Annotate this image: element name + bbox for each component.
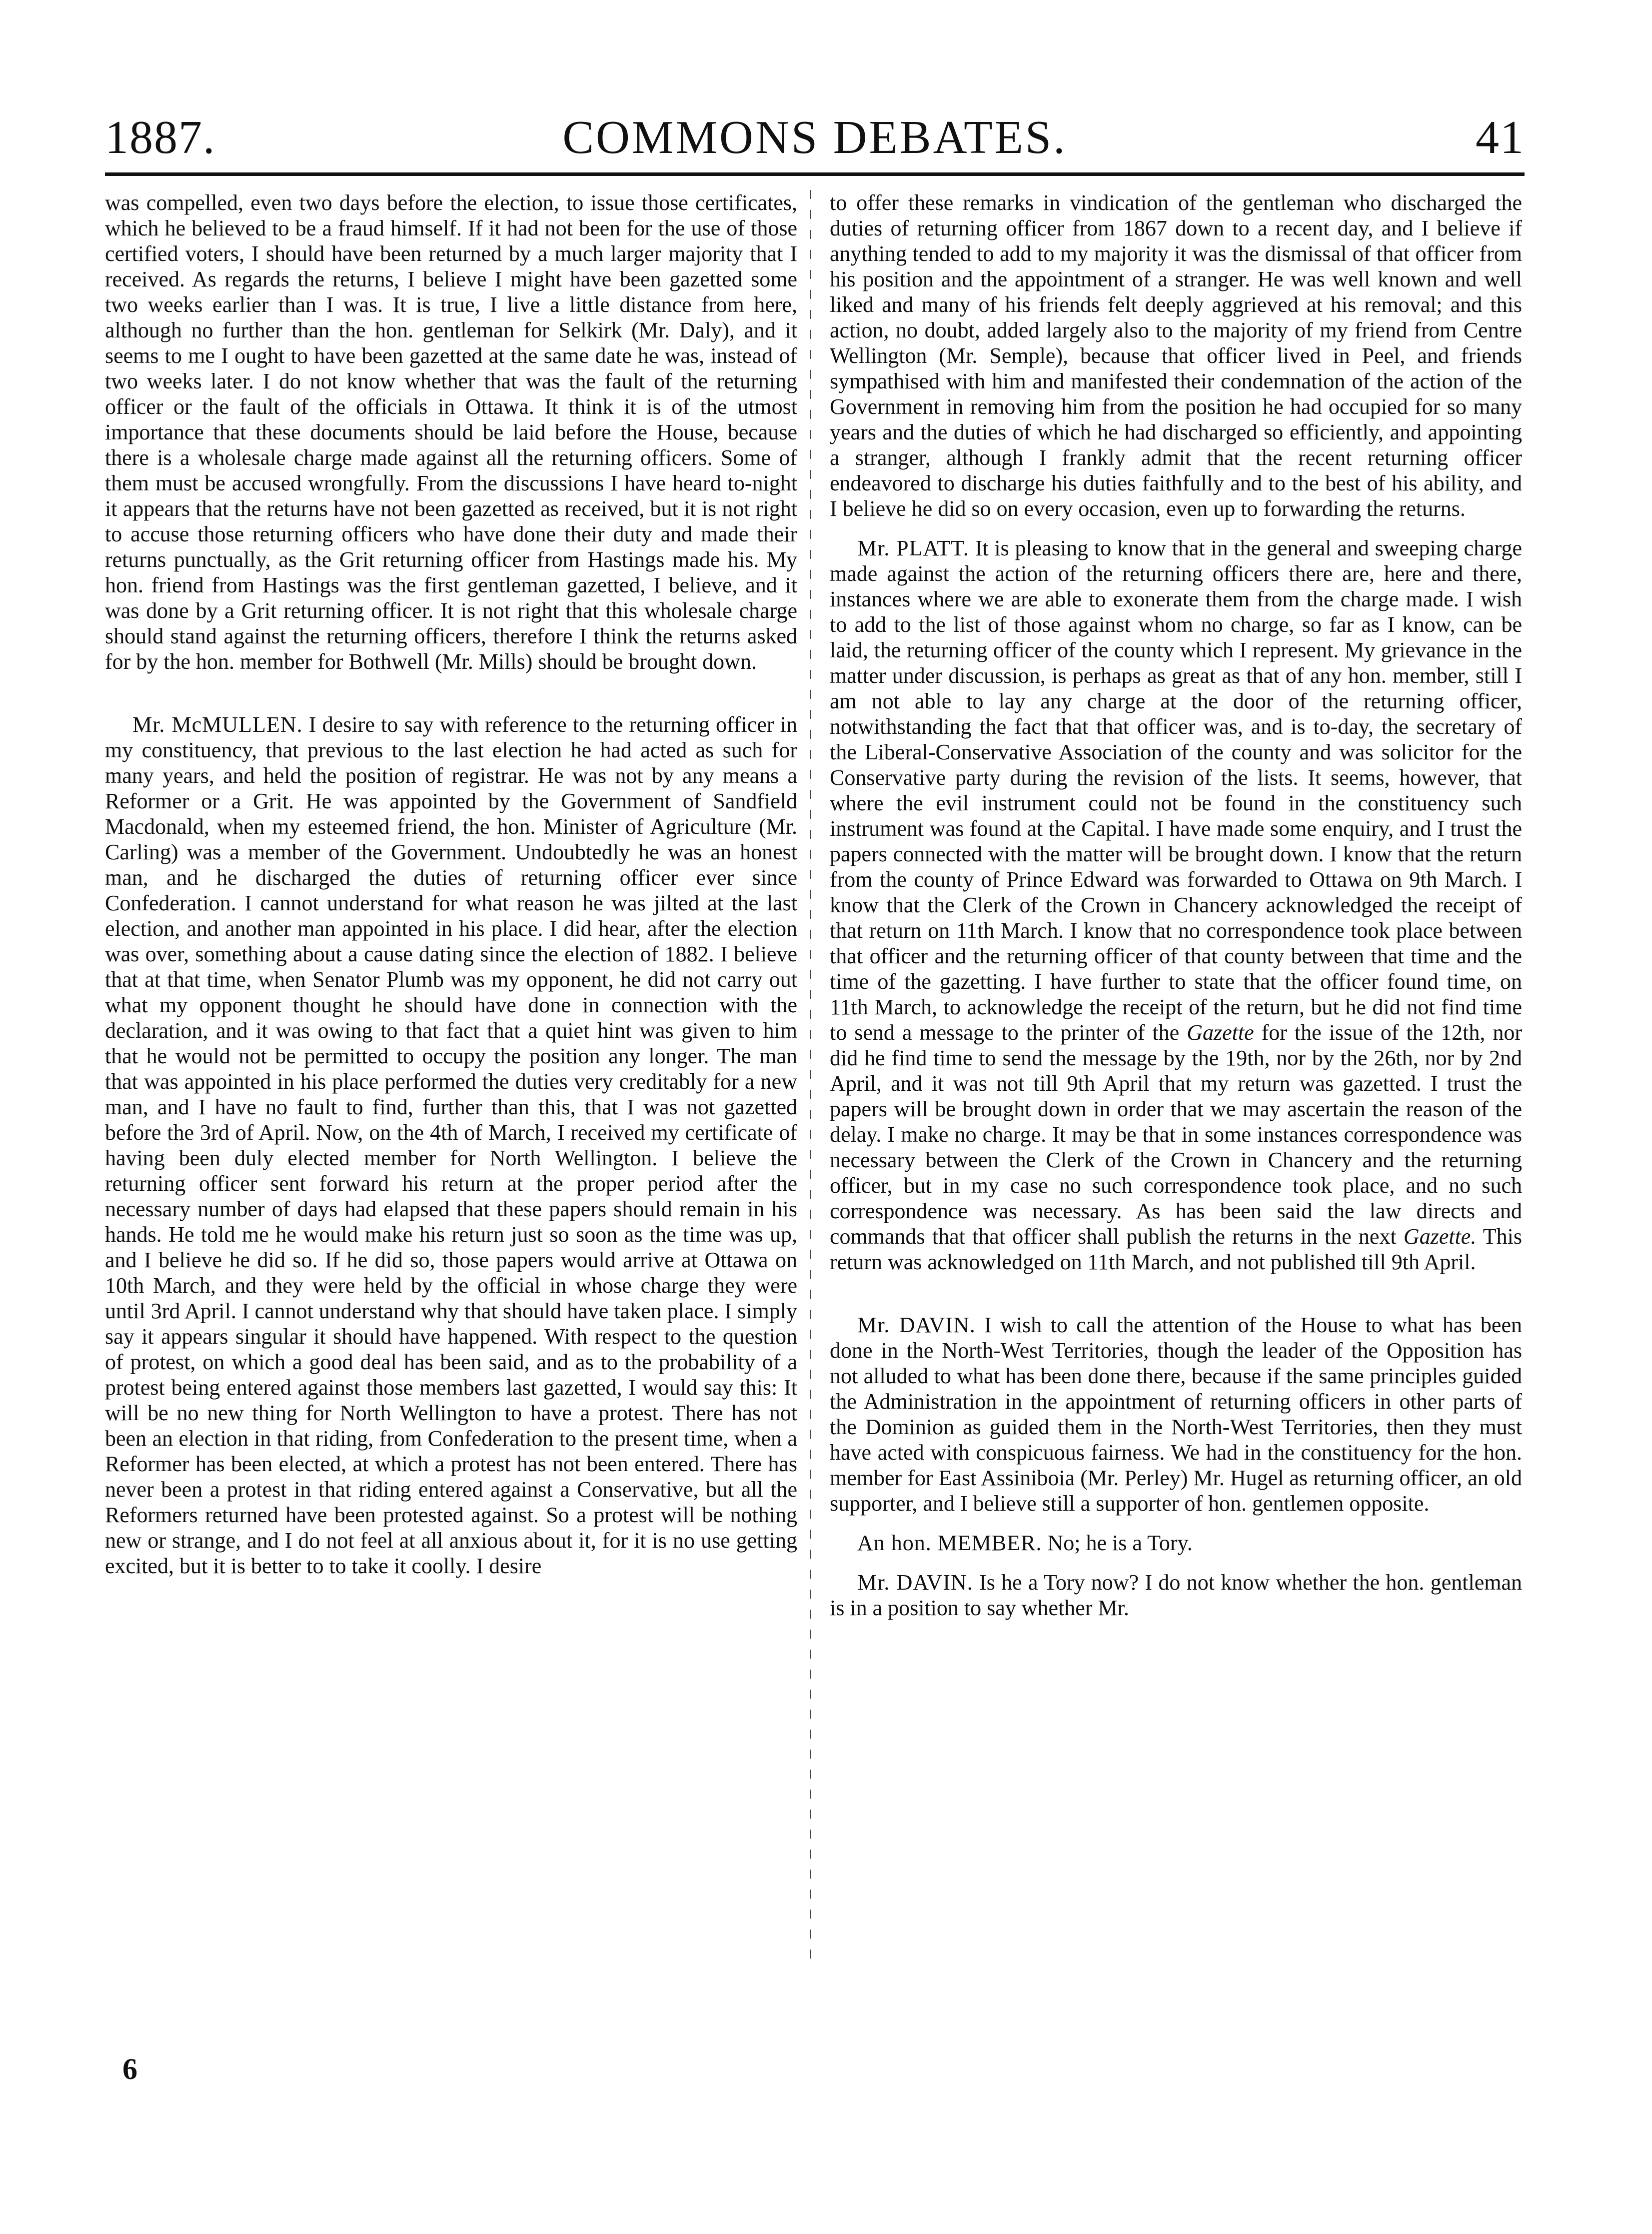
left-paragraph-2 [105,712,797,1579]
column-divider [810,190,811,1970]
right-column [830,190,1522,1621]
right-paragraph-2-cont: for the issue of the 12th, nor did he find time to send the message by the 19th, nor by the 26th, nor by 2nd April, and it was not till 9th April that my return was gazetted. I trust the papers will be brought down in order that we may ascertain the reason of the delay. I make no charge. It may be that in some instances correspondence was necessary between the Clerk of the Crown in Chancery and the returning officer, but in my case no such correspondence took place, and no such correspondence was necessary. As has been said the law directs and commands that that officer shall publish the returns in the next [830,1020,1523,1249]
speaker-davin-2: Mr. DAVIN. [857,1570,973,1595]
speaker-davin: Mr. DAVIN. [857,1313,976,1337]
signature-mark: 6 [122,2053,137,2086]
right-paragraph-3-text: I wish to call the attention of the House to what has been done in the North-West Territories, though the leader of the Opposition has not alluded to what has been done there, because if the same principles guided the Administration in the appointment of returning officers in other parts of the Dominion as guided them in the North-West Territories, then they must have acted with conspicuous fairness. We had in the constituency for the hon. member for East Assiniboia (Mr. Perley) Mr. Hugel as returning officer, an old supporter, and I believe still a supporter of hon. gentlemen opposite. [830,1313,1522,1516]
right-paragraph-2-end: This return was acknowledged on 11th March, and not published till 9th April. [830,1224,1522,1274]
page-header [105,107,1525,182]
left-paragraph-2-text: I desire to say with reference to the returning officer in my constituency, that previous to the last election he had acted as such for many years, and held the position of registrar. He was not by any means a Reformer or a Grit. He was appointed by the Government of Sandfield Macdonald, when my esteemed friend, the hon. Minister of Agriculture (Mr. Carling) was a member of the Government. Undoubtedly he was an honest man, and he discharged the duties of returning officer ever since Confederation. I cannot understand for what reason he was jilted at the last election, and another man appointed in his place. I did hear, after the election was over, something about a cause dating since the election of 1882. I believe that at that time, when Senator Plumb was my opponent, he did not carry out what my opponent thought he should have done in connection with the declaration, and it was owing to that fact that a quiet hint was given to him that he would not be permitted to occupy the position any longer. The man that was appointed in his place performed the duties very creditably for a new man, and I have no fault to find, further than this, that I was not gazetted before the 3rd of April. Now, on the 4th of March, I received my certificate of having been duly elected member for North Wellington. I believe the returning officer sent forward his return at the proper period after the necessary number of days had elapsed that these papers should remain in his hands. He told me he would make his return just so soon as the time was up, and I believe he did so. If he did so, those papers would arrive at Ottawa on 10th March, and they were held by the official in whose charge they were until 3rd April. I cannot understand why that should have taken place. I simply say it appears singular it should have happened. With respect to the question of protest, on which a good deal has been said, and as to the probability of a protest being entered against those members last gazetted, I would say this: It will be no new thing for North Wellington to have a protest. There has not been an election in that riding, from Confederation to the present time, when a Reformer has been elected, at which a protest has not been entered. There has never been a protest in that riding entered against a Conservative, but all the Reformers returned have been protested against. So a protest will be nothing new or strange, and I do not feel at all anxious about it, for it is no use getting excited, but it is better to to take it coolly. I desire [105,712,797,1578]
right-paragraph-2-text: It is pleasing to know that in the general and sweeping charge made against the action of the returning officers there are, here and there, instances where we are able to exonerate them from the charge made. I wish to add to the list of those against whom no charge, so far as I know, can be laid, the returning officer of the county which I represent. My grievance in the matter under discussion, is perhaps as great as that of any hon. member, still I am not able to lay any charge at the door of the returning officer, notwithstanding the fact that that officer was, and is to-day, the secretary of the Liberal-Conservative Association of the county and was solicitor for the Conservative party during the revision of the lists. It seems, however, that where the evil instrument could not be found in the constituency such instrument was found at the Capital. I have made some enquiry, and I trust the papers connected with the matter will be brought down. I know that the return from the county of Prince Edward was forwarded to Ottawa on 9th March. I know that the Clerk of the Crown in Chancery acknowledged the receipt of that return on 11th March. I know that no correspondence took place between that officer and the returning officer of that county between that time and the time of the gazetting. I have further to state that the officer found time, on 11th March, to acknowledge the receipt of the return, but he did not find time to send a message to the printer of the [830,536,1522,1045]
right-paragraph-5-text: Is he a Tory now? I do not know whether the hon. gentleman is in a position to say whether Mr. [830,1570,1522,1620]
gazette-italic-2: Gazette. [1403,1224,1477,1249]
speaker-mcmullen: Mr. McMULLEN. [132,712,303,737]
right-paragraph-2 [830,535,1522,1275]
left-column [105,190,797,1579]
header-rule [105,172,1525,176]
right-paragraph-3 [830,1312,1522,1516]
right-paragraph-1: to offer these remarks in vindication of the gentleman who discharged the duties of returning officer from 1867 down to a recent day, and I believe if anything tended to add to my majority it was the dismissal of that officer from his position and the appointment of a stranger. He was well known and well liked and many of his friends felt deeply aggrieved at his removal; and this action, no doubt, added largely also to the majority of my friend from Centre Wellington (Mr. Semple), because that officer lived in Peel, and friends sympathised with him and manifested their condemnation of the action of the Government in removing him from the position he had occupied for so many years and the duties of which he had discharged so efficiently, and appointing a stranger, although I frankly admit that the recent returning officer endeavored to discharge his duties faithfully and to the best of his ability, and I believe he did so on every occasion, even up to forwarding the returns. [830,190,1522,521]
right-paragraph-5 [830,1570,1522,1621]
gazette-italic-1: Gazette [1187,1020,1254,1045]
header-year: 1887. [105,111,216,163]
right-paragraph-4 [830,1530,1522,1556]
right-paragraph-4-text: No; he is a Tory. [1047,1531,1193,1555]
speaker-hon-member: An hon. MEMBER. [857,1531,1042,1555]
left-paragraph-1: was compelled, even two days before the election, to issue those certificates, which he believed to be a fraud himself. If it had not been for the use of those certified voters, I should have been returned by a much larger majority that I received. As regards the returns, I believe I might have been gazetted some two weeks earlier than I was. It is true, I live a little distance from here, although no further than the hon. gentleman for Selkirk (Mr. Daly), and it seems to me I ought to have been gazetted at the same date he was, instead of two weeks later. I do not know whether that was the fault of the returning officer or the fault of the officials in Ottawa. It think it is of the utmost importance that these documents should be laid before the House, because there is a wholesale charge made against all the returning officers. Some of them must be accused wrongfully. From the discussions I have heard to-night it appears that the returns have not been gazetted as received, but it is not right to accuse those returning officers who have done their duty and made their returns punctually, as the Grit returning officer from Hastings made his. My hon. friend from Hastings was the first gentleman gazetted, I believe, and it was done by a Grit returning officer. It is not right that this wholesale charge should stand against the returning officers, therefore I think the returns asked for by the hon. member for Bothwell (Mr. Mills) should be brought down. [105,190,797,674]
header-title: COMMONS DEBATES. [562,111,1067,163]
speaker-platt: Mr. PLATT. [857,536,969,560]
header-page-number: 41 [1476,111,1525,163]
